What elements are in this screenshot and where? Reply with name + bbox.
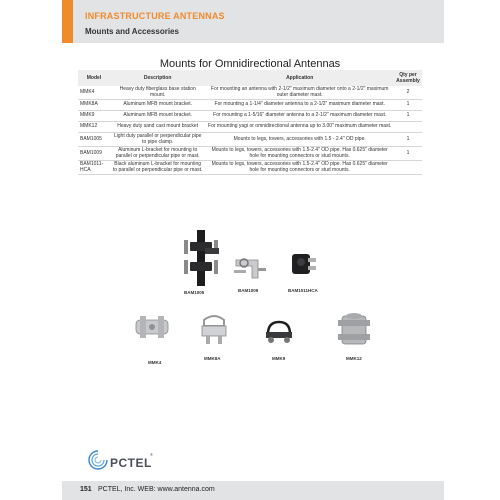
cell-model: BAM1005 xyxy=(80,135,102,142)
cell-qty: 1 xyxy=(406,149,410,156)
page-title: Mounts for Omnidirectional Antennas xyxy=(159,58,341,70)
cell-qty: 2 xyxy=(406,88,410,95)
section-title: INFRASTRUCTURE ANTENNAS xyxy=(85,11,225,21)
bam1009-label: BAM1009 xyxy=(238,288,259,293)
cell-description: Heavy duty fiberglass base station mount. xyxy=(119,86,196,98)
col-model-header: Model xyxy=(78,70,110,86)
cell-qty: 1 xyxy=(406,101,410,108)
footer-company: PCTEL, Inc. WEB: www.antenna.com xyxy=(98,486,215,493)
cell-qty: 1 xyxy=(406,135,410,142)
table-row xyxy=(78,111,422,122)
bam1005-label: BAM1005 xyxy=(184,290,205,295)
col-application-header: Application xyxy=(205,70,394,86)
cell-model: BAM1009 xyxy=(80,149,102,156)
header-band xyxy=(73,0,444,43)
cell-qty: 1 xyxy=(406,112,410,119)
cell-model: MMK4 xyxy=(80,88,95,95)
mmk8a-label: MMK8A xyxy=(204,356,221,361)
subsection-title: Mounts and Accessories xyxy=(85,27,179,36)
mmk9-label: MMK9 xyxy=(272,356,286,361)
cell-application: Mounts to legs, towers, accessories with 1.5-2.4" OD pipe. Has 0.625" diameter hole for mounting connectors or stud mounts. xyxy=(211,147,388,159)
table-row xyxy=(78,133,422,147)
col-description-header: Description xyxy=(110,70,205,86)
pctel-logo-registered: ® xyxy=(150,452,153,457)
cell-qty xyxy=(394,161,422,175)
cell-qty xyxy=(394,122,422,133)
mmk12-image xyxy=(334,308,374,352)
bam1011-label: BAM1011HCA xyxy=(288,288,318,293)
specs-table xyxy=(78,70,422,175)
mmk4-image xyxy=(132,312,172,342)
table-row xyxy=(78,86,422,100)
table-row xyxy=(78,100,422,111)
cell-description: Black aluminum L-bracket for mounting to parallel or perpendicular pipe or mast. xyxy=(112,161,203,173)
cell-description: Light duty parallel or perpendicular pipe to pipe clamp. xyxy=(113,133,202,145)
cell-application: Mounts to legs, towers, accessories with 1.5-2.4" OD pipe. Has 0.625" diameter hole for mounting connectors or stud mounts. xyxy=(211,161,388,173)
cell-model: MMK8A xyxy=(80,101,98,108)
cell-application: For mounting a 1-5/16" diameter antenna to a 2-1/2" maximum diameter mast. xyxy=(213,112,387,119)
cell-application: For mounting an antenna with 2-1/2" maximum diameter onto a 2-1/2" maximum outer diameter mast. xyxy=(210,86,389,98)
accent-strip xyxy=(62,0,73,43)
table-row xyxy=(78,122,422,133)
cell-application: Mounts to legs, towers, accessories with 1.5 - 2.4" OD pipe. xyxy=(233,135,366,142)
bam1009-image xyxy=(232,252,268,284)
cell-application: For mounting a 1-1/4" diameter antenna to a 2-1/2" maximum diameter mast. xyxy=(214,101,385,108)
pctel-logo-mark-icon xyxy=(86,448,110,472)
cell-description: Aluminum L-bracket for mounting to parallel or perpendicular pipe or mast. xyxy=(115,147,200,159)
cell-application: For mounting yagi or omnidirectional antenna up to 3.00" maximum diameter mast. xyxy=(208,123,392,130)
bam1005-image xyxy=(178,228,224,286)
cell-model: MMK9 xyxy=(80,112,95,119)
cell-description: Aluminum MFB mount bracket. xyxy=(123,112,192,119)
cell-description: Aluminum MFB mount bracket. xyxy=(123,101,192,108)
pctel-logo-text: PCTEL xyxy=(110,456,152,470)
cell-model: BAM1011-HCA xyxy=(80,161,104,173)
cell-model: MMK12 xyxy=(80,123,98,130)
cell-description: Heavy duty sand cast mount bracket xyxy=(117,123,199,130)
mmk4-label: MMK4 xyxy=(148,360,162,365)
table-row xyxy=(78,161,422,175)
mmk9-image xyxy=(262,318,296,346)
col-qty-header: Qty per Assembly xyxy=(394,70,422,86)
mmk12-label: MMK12 xyxy=(346,356,362,361)
mmk8a-image xyxy=(196,314,232,346)
page-number: 151 xyxy=(80,486,92,493)
bam1011-image xyxy=(286,248,320,282)
table-header-row xyxy=(78,70,422,86)
table-row xyxy=(78,147,422,161)
pctel-logo xyxy=(86,446,156,474)
